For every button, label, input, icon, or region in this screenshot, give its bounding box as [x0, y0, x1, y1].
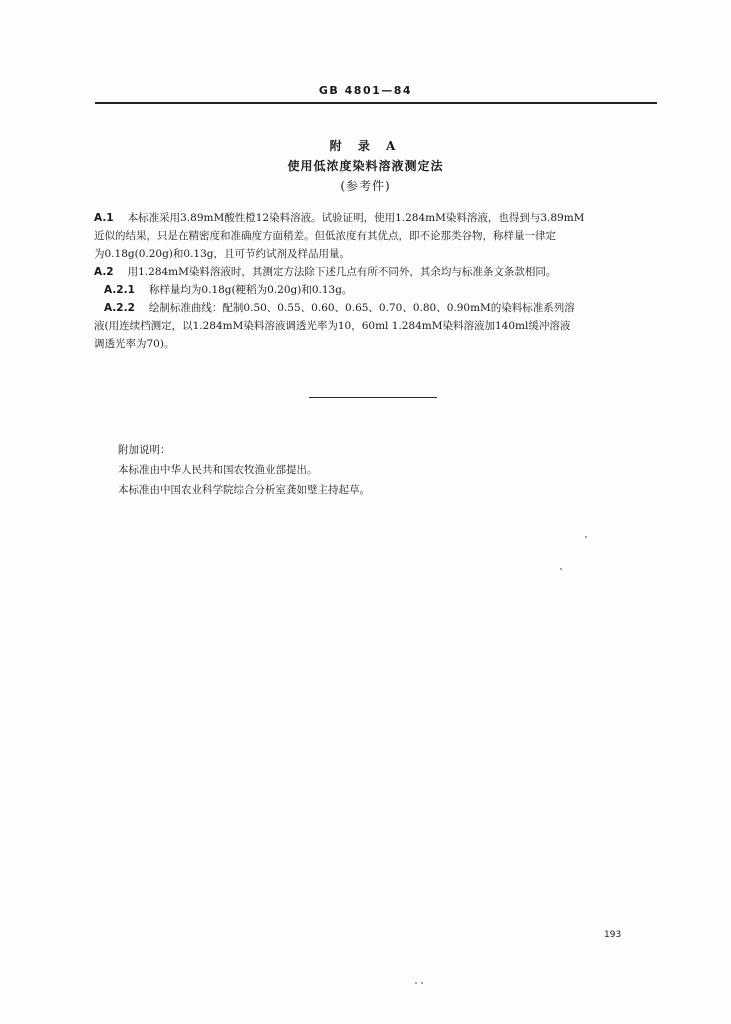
scan-speck: [415, 982, 417, 984]
clause-text: 本标准采用3.89mM酸性橙12染料溶液。试验证明，使用1.284mM染料溶液，也得到与3.89mM: [127, 212, 585, 224]
page-number: 193: [604, 930, 622, 940]
paragraph-a1: [94, 209, 656, 263]
clause-number: A.2: [94, 266, 114, 278]
paragraph-line: 液(用连续档测定，以1.284mM染料溶液调透光率为10，60ml 1.284mM染料溶液加140ml缓冲溶液: [94, 320, 571, 332]
clause-text: 用1.284mM染料溶液时，其测定方法除下述几点有所不同外，其余均与标准条文条款相同。: [127, 266, 557, 278]
paragraph-line: [94, 263, 656, 281]
header-rule: [95, 102, 657, 104]
clause-number: A.2.1: [104, 284, 135, 296]
paragraph-line: [94, 281, 656, 299]
scan-speck: [585, 536, 587, 538]
scan-speck: [421, 982, 423, 984]
clause-number: A.1: [94, 212, 114, 224]
clause-text: 称样量均为0.18g(粳稻为0.20g)和0.13g。: [148, 284, 353, 296]
clause-number: A.2.2: [104, 302, 135, 314]
appendix-subtitle: 使用低浓度染料溶液测定法: [287, 159, 444, 173]
appendix-title: 附 录 A: [329, 139, 402, 153]
addendum-heading: 附加说明：: [118, 444, 171, 456]
paragraph-line: [94, 299, 656, 317]
addendum-line: 本标准由中国农业科学院综合分析室龚如璧主持起草。: [118, 484, 370, 496]
paragraph-line: [94, 209, 656, 227]
paragraph-line: 调透光率为70)。: [94, 338, 175, 350]
paragraph-a2-2: [94, 299, 656, 353]
paragraph-a2: [94, 263, 656, 281]
addendum-line: 本标准由中华人民共和国农牧渔业部提出。: [118, 464, 318, 476]
paragraph-line: 为0.18g(0.20g)和0.13g，且可节约试剂及样品用量。: [94, 248, 350, 260]
additional-notes: [118, 440, 370, 500]
paragraph-a2-1: [94, 281, 656, 299]
section-divider: [309, 397, 437, 398]
paragraph-line: 近似的结果，只是在精密度和准确度方面稍差。但低浓度有其优点，即不论那类谷物，称样量一律定: [94, 230, 556, 242]
clause-text: 绘制标准曲线：配制0.50、0.55、0.60、0.65、0.70、0.80、0.90mM的染料标准系列溶: [148, 302, 575, 314]
scan-speck: [560, 568, 562, 570]
appendix-reference-note: (参考件): [340, 179, 391, 193]
standard-code-header: GB 4801—84: [318, 84, 413, 97]
